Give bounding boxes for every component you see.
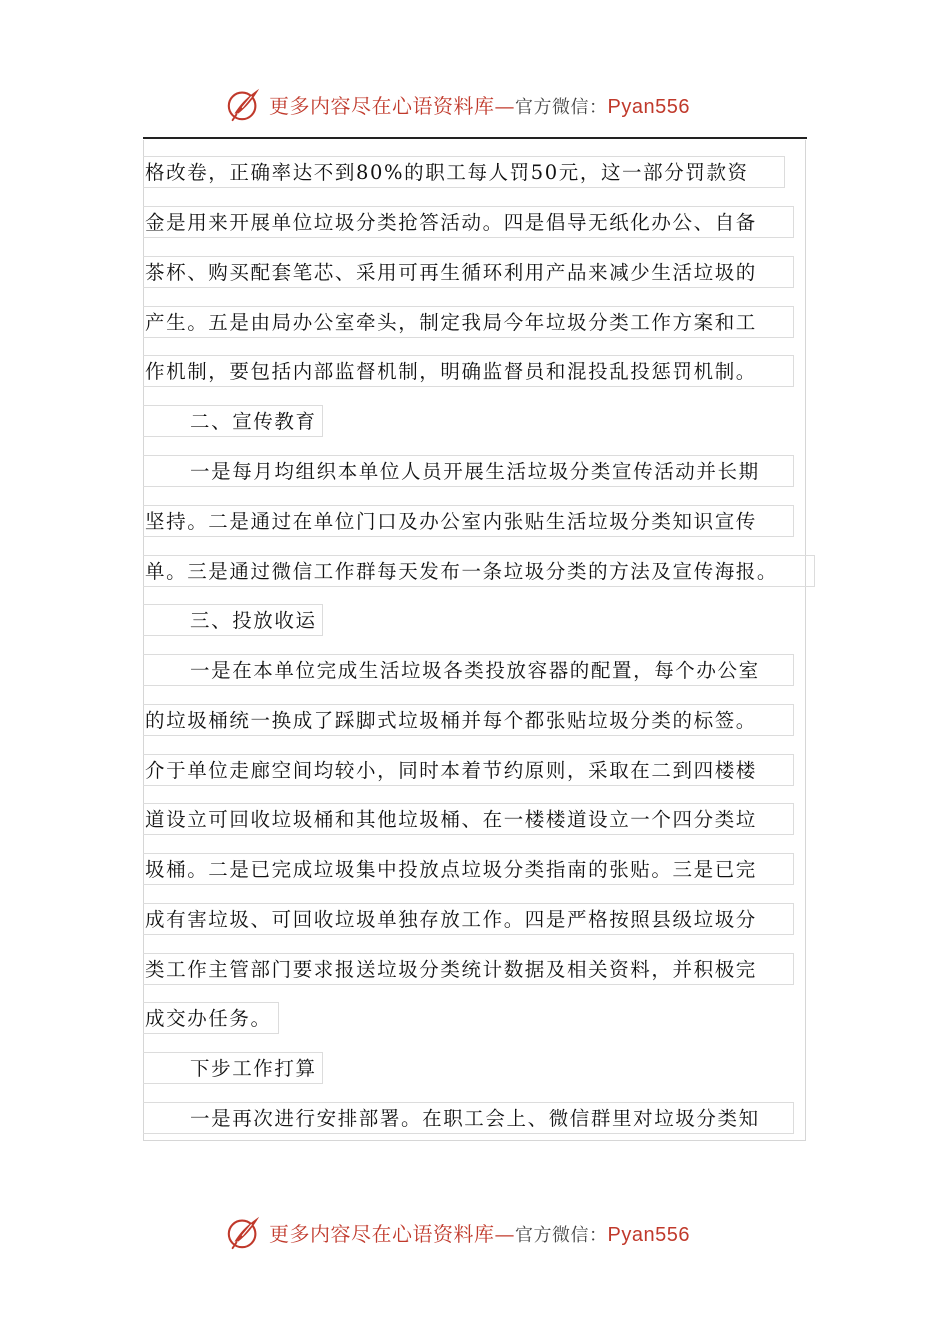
doc-line: 一是再次进行安排部署。在职工会上、微信群里对垃圾分类知 <box>143 1102 794 1134</box>
header-separator: — <box>494 93 515 118</box>
footer-wechat-label: 官方微信： <box>515 1224 608 1246</box>
doc-line: 坚持。二是通过在单位门口及办公室内张贴生活垃圾分类知识宣传 <box>143 505 794 537</box>
doc-line: 茶杯、购买配套笔芯、采用可再生循环利用产品来减少生活垃圾的 <box>143 256 794 288</box>
doc-line: 介于单位走廊空间均较小，同时本着节约原则，采取在二到四楼楼 <box>143 754 794 786</box>
footer-banner-text <box>269 1218 690 1247</box>
doc-line: 成有害垃圾、可回收垃圾单独存放工作。四是严格按照县级垃圾分 <box>143 903 794 935</box>
footer-brand-text: 更多内容尽在心语资料库 <box>269 1221 495 1246</box>
section-heading-disposal: 三、投放收运 <box>143 604 323 636</box>
doc-line: 一是在本单位完成生活垃圾各类投放容器的配置，每个办公室 <box>143 654 794 686</box>
doc-line: 作机制，要包括内部监督机制，明确监督员和混投乱投惩罚机制。 <box>143 355 794 387</box>
doc-line: 产生。五是由局办公室牵头，制定我局今年垃圾分类工作方案和工 <box>143 306 794 338</box>
doc-line: 单。三是通过微信工作群每天发布一条垃圾分类的方法及宣传海报。 <box>143 555 815 587</box>
footer-separator: — <box>494 1221 515 1246</box>
quill-logo-icon <box>225 85 263 123</box>
section-heading-next-steps: 下步工作打算 <box>143 1052 323 1084</box>
doc-line: 圾桶。二是已完成垃圾集中投放点垃圾分类指南的张贴。三是已完 <box>143 853 794 885</box>
doc-line: 道设立可回收垃圾桶和其他垃圾桶、在一楼楼道设立一个四分类垃 <box>143 803 794 835</box>
section-heading-publicity: 二、宣传教育 <box>143 405 323 437</box>
header-banner-text <box>269 90 690 119</box>
footer-wechat-id: Pyan556 <box>607 1223 690 1246</box>
header-brand-text: 更多内容尽在心语资料库 <box>269 93 495 118</box>
header-wechat-id: Pyan556 <box>607 95 690 118</box>
header-rule <box>143 137 807 139</box>
document-body-frame <box>143 140 806 1141</box>
doc-line: 类工作主管部门要求报送垃圾分类统计数据及相关资料，并积极完 <box>143 953 794 985</box>
footer-banner <box>225 1212 745 1252</box>
doc-line: 的垃圾桶统一换成了踩脚式垃圾桶并每个都张贴垃圾分类的标签。 <box>143 704 794 736</box>
quill-logo-icon <box>225 1213 263 1251</box>
header-wechat-label: 官方微信： <box>515 96 608 118</box>
header-banner <box>225 84 745 124</box>
doc-line: 一是每月均组织本单位人员开展生活垃圾分类宣传活动并长期 <box>143 455 794 487</box>
doc-line: 金是用来开展单位垃圾分类抢答活动。四是倡导无纸化办公、自备 <box>143 206 794 238</box>
doc-line: 成交办任务。 <box>143 1002 279 1034</box>
doc-line: 格改卷，正确率达不到80%的职工每人罚50元，这一部分罚款资 <box>143 156 785 188</box>
